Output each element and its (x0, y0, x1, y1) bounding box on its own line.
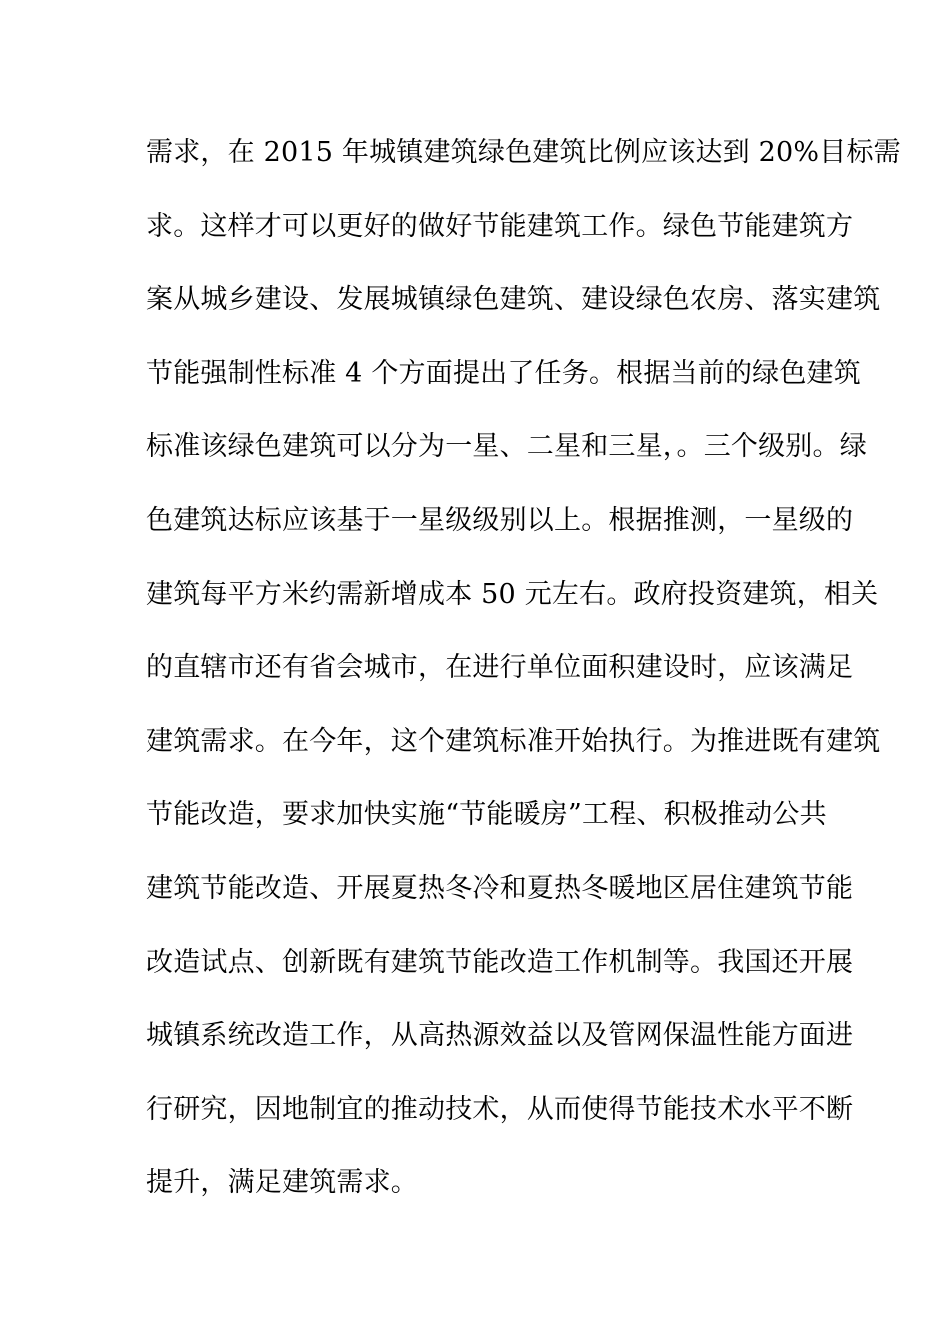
text-line: 需求，在 2015 年城镇建筑绿色建筑比例应该达到 20%目标需 (146, 137, 901, 168)
text-line: 建筑每平方米约需新增成本 50 元左右。政府投资建筑，相关 (146, 578, 879, 610)
text-line: 改造试点、创新既有建筑节能改造工作机制等。我国还开展 (146, 946, 854, 978)
text-line: 色建筑达标应该基于一星级级别以上。根据推测，一星级的 (146, 504, 854, 536)
text-line: 提升，满足建筑需求。 (146, 1167, 418, 1199)
text-line: 求。这样才可以更好的做好节能建筑工作。绿色节能建筑方 (146, 210, 854, 242)
text-line: 行研究，因地制宜的推动技术，从而使得节能技术水平不断 (146, 1093, 854, 1125)
text-line: 标准该绿色建筑可以分为一星、二星和三星，。三个级别。绿 (146, 431, 867, 463)
text-line: 案从城乡建设、发展城镇绿色建筑、建设绿色农房、落实建筑 (146, 284, 881, 316)
text-line: 节能改造，要求加快实施“节能暖房”工程、积极推动公共 (146, 799, 827, 831)
text-line: 城镇系统改造工作，从高热源效益以及管网保温性能方面进 (146, 1020, 854, 1052)
text-line: 建筑需求。在今年，这个建筑标准开始执行。为推进既有建筑 (146, 725, 881, 757)
text-line: 的直辖市还有省会城市，在进行单位面积建设时，应该满足 (146, 652, 854, 684)
body-paragraph (146, 135, 901, 1239)
text-line: 建筑节能改造、开展夏热冬冷和夏热冬暖地区居住建筑节能 (146, 872, 854, 904)
text-line: 节能强制性标准 4 个方面提出了任务。根据当前的绿色建筑 (146, 357, 861, 389)
